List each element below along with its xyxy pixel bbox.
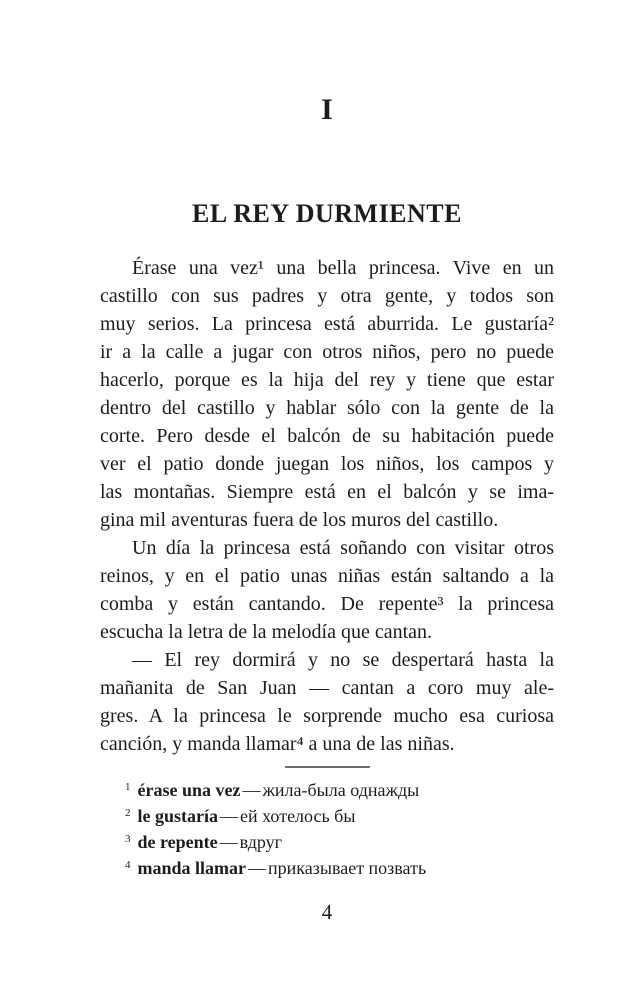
footnote-separator: —	[242, 780, 261, 800]
footnote-row	[125, 802, 554, 828]
text-line: mañanita de San Juan — cantan a coro muy ale-	[100, 677, 554, 699]
footnote-term: érase una vez	[137, 780, 241, 800]
footnotes-section	[100, 776, 554, 880]
footnote-term: de repente	[137, 832, 218, 852]
footnote-translation: ей хотелось бы	[240, 806, 356, 826]
text-line: castillo con sus padres y otra gente, y todos son	[100, 285, 554, 307]
text-line: ir a la calle a jugar con otros niños, pero no puede	[100, 341, 554, 363]
footnote-row	[125, 776, 554, 802]
text-line: las montañas. Siempre está en el balcón y se ima-	[100, 481, 554, 503]
footnote-translation: вдруг	[239, 832, 283, 852]
text-line: hacerlo, porque es la hija del rey y tiene que estar	[100, 369, 554, 391]
page-number: 4	[321, 900, 333, 924]
footnote-translation: приказывает позвать	[268, 858, 427, 878]
body-text	[100, 254, 554, 758]
text-line: gina mil aventuras fuera de los muros del castillo.	[100, 509, 499, 531]
text-line: reinos, y en el patio unas niñas están saltando a la	[100, 565, 554, 587]
text-line: corte. Pero desde el balcón de su habitación puede	[100, 425, 554, 447]
content-column	[100, 0, 554, 924]
paragraph	[100, 646, 554, 758]
text-line: escucha la letra de la melodía que cantan.	[100, 621, 433, 643]
footnote-row	[125, 854, 554, 880]
chapter-number: I	[321, 93, 333, 126]
paragraph	[100, 254, 554, 534]
text-line: canción, y manda llamar⁴ a una de las niñas.	[100, 733, 455, 755]
footnote-rule	[285, 766, 370, 768]
footnote-row	[125, 828, 554, 854]
text-line: gres. A la princesa le sorprende mucho esa curiosa	[100, 705, 554, 727]
footnote-separator: —	[220, 806, 238, 826]
footnote-marker: 2	[125, 807, 131, 819]
text-line: comba y están cantando. De repente³ la princesa	[100, 593, 554, 615]
footnote-separator: —	[248, 858, 267, 878]
footnote-marker: 4	[125, 859, 131, 871]
footnote-term: le gustaría	[137, 806, 218, 826]
chapter-title: EL REY DURMIENTE	[192, 199, 462, 228]
text-line: dentro del castillo y hablar sólo con la gente de la	[100, 397, 554, 419]
paragraph	[100, 534, 554, 646]
footnote-marker: 1	[125, 781, 131, 793]
text-line: Un día la princesa está soñando con visitar otros	[132, 537, 554, 559]
text-line: muy serios. La princesa está aburrida. Le gustaría²	[100, 313, 554, 335]
footnote-term: manda llamar	[137, 858, 247, 878]
text-line: — El rey dormirá y no se despertará hasta la	[132, 649, 554, 671]
footnote-separator: —	[219, 832, 238, 852]
footnote-translation: жила-была однажды	[262, 780, 420, 800]
footnote-marker: 3	[125, 833, 131, 845]
text-line: ver el patio donde juegan los niños, los campos y	[100, 453, 554, 475]
text-line: Érase una vez¹ una bella princesa. Vive en un	[132, 257, 554, 279]
